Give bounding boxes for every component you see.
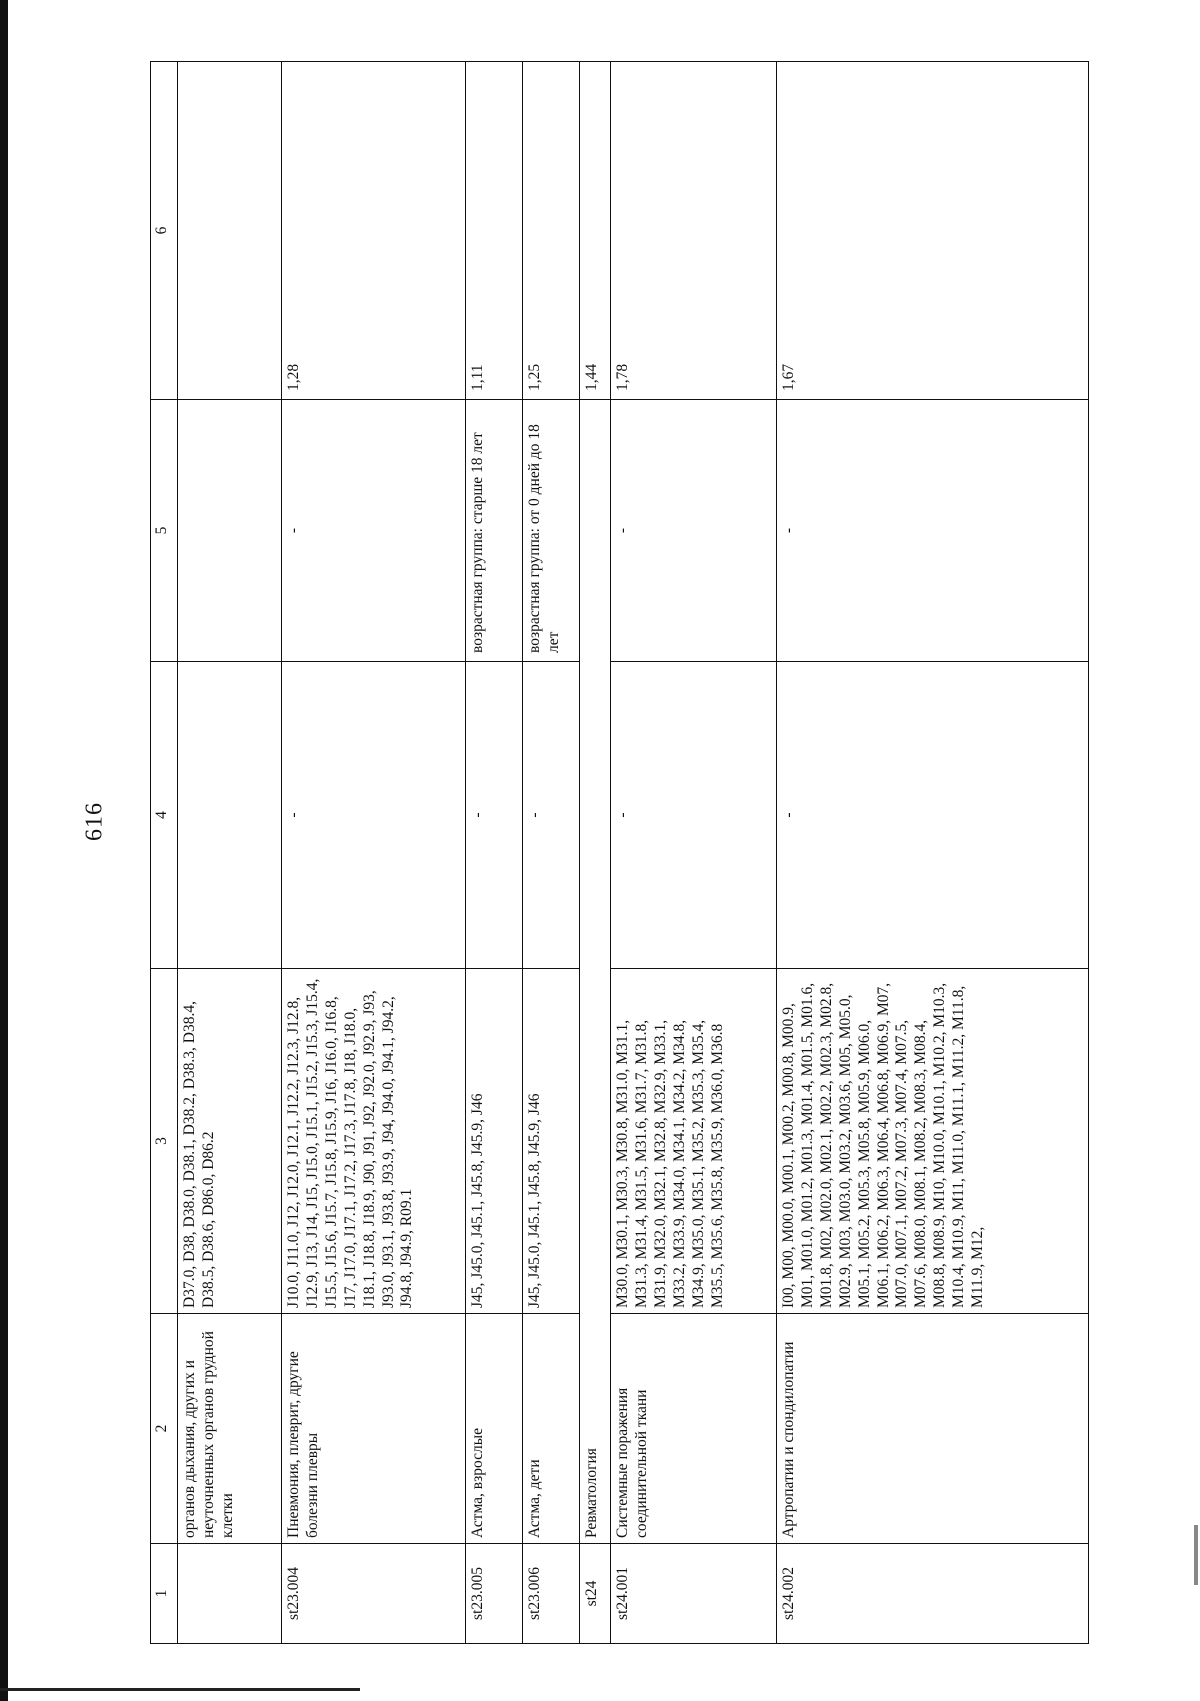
cell-code: st23.005 xyxy=(466,1544,523,1644)
cell-code: st23.006 xyxy=(523,1544,580,1644)
header-cell: 4 xyxy=(151,662,178,969)
cell-name: органов дыхания, других и неуточненных органов грудной клетки xyxy=(178,1314,282,1544)
cell-c4: - xyxy=(282,662,466,969)
header-cell: 2 xyxy=(151,1314,178,1544)
cell-c5: - xyxy=(777,400,1089,662)
section-title: Ревматология xyxy=(580,400,611,1544)
table-row xyxy=(178,62,282,1644)
cell-name: Астма, дети xyxy=(523,1314,580,1544)
cell-coef: 1,28 xyxy=(282,62,466,400)
cell-icd: I00, M00, M00.0, M00.1, M00.2, M00.8, M00.9, M01, M01.0, M01.2, M01.3, M01.4, M01.5, M01.6, M01.8, M02, M02.0, M02.1, M02.2, M02.3, M02.8, M02.9, M03, M03.0, M03.2, M03.6, M05, M05.0, M05.1, M05.2, M05.3, M05.8, M05.9, M06.0, M06.1, M06.2, M06.3, M06.4, M06.8, M06.9, M07, M07.0, M07.1, M07.2, M07.3, M07.4, M07.5, M07.6, M08.0, M08.1, M08.2, M08.3, M08.4, M08.8, M08.9, M10, M10.0, M10.1, M10.2, M10.3, M10.4, M10.9, M11, M11.0, M11.1, M11.2, M11.8, M11.9, M12, xyxy=(777,969,1089,1314)
cell-c4: - xyxy=(777,662,1089,969)
cell-c4: - xyxy=(523,662,580,969)
cell-icd: M30.0, M30.1, M30.3, M30.8, M31.0, M31.1, M31.3, M31.4, M31.5, M31.6, M31.7, M31.8, M31.9, M32.0, M32.1, M32.8, M32.9, M33.1, M33.2, M33.9, M34.0, M34.1, M34.2, M34.8, M34.9, M35.0, M35.1, M35.2, M35.3, M35.4, M35.5, M35.6, M35.8, M35.9, M36.0, M36.8 xyxy=(611,969,777,1314)
header-cell: 1 xyxy=(151,1544,178,1644)
section-row xyxy=(580,62,611,1644)
cell-c4 xyxy=(178,662,282,969)
scan-edge xyxy=(0,0,8,1701)
cell-coef: 1,25 xyxy=(523,62,580,400)
tariff-table xyxy=(150,61,1089,1644)
cell-coef: 1,78 xyxy=(611,62,777,400)
cell-c5: возрастная группа: старше 18 лет xyxy=(466,400,523,662)
cell-icd: D37.0, D38, D38.0, D38.1, D38.2, D38.3, D38.4, D38.5, D38.6, D86.0, D86.2 xyxy=(178,969,282,1314)
table-row xyxy=(466,62,523,1644)
cell-coef: 1,44 xyxy=(580,62,611,400)
cell-c5: - xyxy=(611,400,777,662)
scan-mark xyxy=(1194,1525,1198,1585)
cell-icd: J10.0, J11.0, J12, J12.0, J12.1, J12.2, J12.3, J12.8, J12.9, J13, J14, J15, J15.0, J15.1, J15.2, J15.3, J15.4, J15.5, J15.6, J15.7, J15.8, J15.9, J16, J16.0, J16.8, J17, J17.0, J17.1, J17.2, J17.3, J17.8, J18, J18.0, J18.1, J18.8, J18.9, J90, J91, J92, J92.0, J92.9, J93, J93.0, J93.1, J93.8, J93.9, J94, J94.0, J94.1, J94.2, J94.8, J94.9, R09.1 xyxy=(282,969,466,1314)
cell-name: Артропатии и спондилопатии xyxy=(777,1314,1089,1544)
cell-icd: J45, J45.0, J45.1, J45.8, J45.9, J46 xyxy=(523,969,580,1314)
cell-code: st23.004 xyxy=(282,1544,466,1644)
cell-coef: 1,11 xyxy=(466,62,523,400)
cell-c5: возрастная группа: от 0 дней до 18 лет xyxy=(523,400,580,662)
cell-c4: - xyxy=(611,662,777,969)
table-row xyxy=(282,62,466,1644)
header-cell: 6 xyxy=(151,62,178,400)
cell-name: Астма, взрослые xyxy=(466,1314,523,1544)
page-number: 616 xyxy=(81,802,108,841)
cell-code xyxy=(178,1544,282,1644)
cell-code: st24.002 xyxy=(777,1544,1089,1644)
rotated-table-wrapper xyxy=(150,62,1089,1644)
cell-code: st24 xyxy=(580,1544,611,1644)
header-cell: 5 xyxy=(151,400,178,662)
cell-coef xyxy=(178,62,282,400)
cell-coef: 1,67 xyxy=(777,62,1089,400)
cell-c5 xyxy=(178,400,282,662)
cell-name: Пневмония, плеврит, другие болезни плевры xyxy=(282,1314,466,1544)
cell-code: st24.001 xyxy=(611,1544,777,1644)
cell-name: Системные поражения соединительной ткани xyxy=(611,1314,777,1544)
cell-icd: J45, J45.0, J45.1, J45.8, J45.9, J46 xyxy=(466,969,523,1314)
cell-c4: - xyxy=(466,662,523,969)
header-row xyxy=(151,62,178,1644)
table-row xyxy=(611,62,777,1644)
header-cell: 3 xyxy=(151,969,178,1314)
scan-bottom-line xyxy=(0,1688,360,1691)
table-row xyxy=(523,62,580,1644)
cell-c5: - xyxy=(282,400,466,662)
table-row xyxy=(777,62,1089,1644)
table-container xyxy=(150,62,1089,1644)
